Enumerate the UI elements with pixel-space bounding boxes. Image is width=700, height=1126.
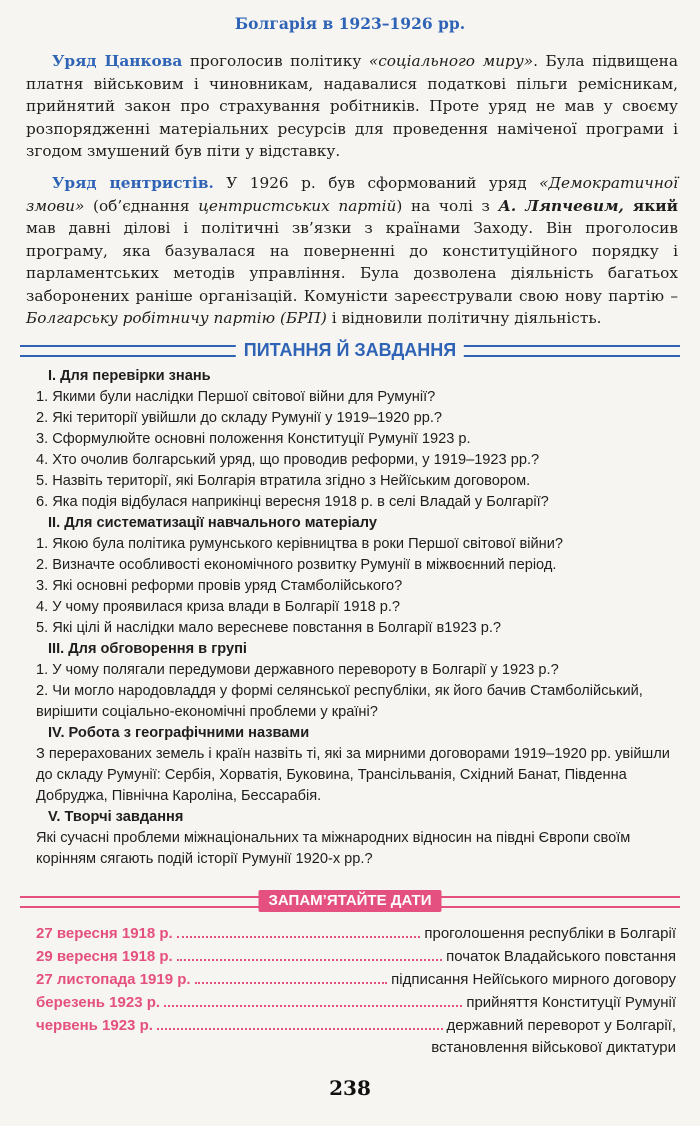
date-value: червень 1923 р. <box>36 1017 153 1034</box>
leader-dots <box>177 947 442 961</box>
task-text: З перерахованих земель і країн назвіть ті, які за мирними договорами 1919–1920 рр. увійшли до складу Румунії: Сербія, Хорватія, Буковина, Трансільванія, Східний Банат, Південна Добруджа, Північна Кароліна, Бессарабія. <box>36 746 670 804</box>
group-heading: ІІІ. Для обговорення в групі <box>48 641 247 657</box>
questions-banner <box>20 339 680 361</box>
date-event: проголошення республіки в Болгарії <box>424 925 676 942</box>
date-row <box>36 1016 676 1039</box>
question-item: 4. У чому проявилася криза влади в Болгарії 1918 р.? <box>36 599 401 615</box>
dates-banner <box>20 890 680 912</box>
question-item: 2. Чи могло народовладдя у формі селянської республіки, як його бачив Стамболійський, вирішити соціально-економічні проблеми у країні? <box>36 683 643 720</box>
question-item: 2. Визначте особливості економічного розвитку Румунії в міжвоєнний період. <box>36 557 557 573</box>
leader-dots <box>177 924 421 938</box>
question-item: 6. Яка подія відбулася наприкінці вересня 1918 р. в селі Владай у Болгарії? <box>36 494 549 510</box>
date-value: 27 листопада 1919 р. <box>36 971 191 988</box>
section-title: Болгарія в 1923–1926 рр. <box>234 14 466 33</box>
paragraph-centrists: Уряд центристів. У 1926 р. був сформований уряд «Демократичної змови» (об’єднання центристських партій) на чолі з А. Ляпчевим, який мав давні ділові і політичні зв’язки з країнами Заходу. Він проголосив програму, яка базувалася на поверненні до конституційного порядку і парламентських методів управління. Була дозволена діяльність багатьох заборонених раніше організацій. Комуністи зареєстрували свою нову партію – Болгарську робітничу партію (БРП) і відновили політичну діяльність. <box>26 174 678 327</box>
questions-banner-label: ПИТАННЯ Й ЗАВДАННЯ <box>236 339 464 361</box>
group-heading: ІІ. Для систематизації навчального матеріалу <box>48 515 377 531</box>
question-list <box>36 534 678 639</box>
question-item: 1. Якою була політика румунського керівництва в роки Першої світової війни? <box>36 536 563 552</box>
leader-dots <box>164 993 462 1007</box>
date-value: березень 1923 р. <box>36 994 161 1011</box>
leader-dots <box>195 970 388 984</box>
dates-list <box>36 924 676 1062</box>
date-row <box>36 924 676 947</box>
page-number: 238 <box>329 1076 371 1100</box>
date-event: державний переворот у Болгарії, <box>446 1017 676 1034</box>
date-event-continuation: встановлення військової диктатури <box>431 1039 676 1056</box>
question-list <box>36 660 678 723</box>
date-value: 27 вересня 1918 р. <box>36 925 173 942</box>
date-event: прийняття Конституції Румунії <box>466 994 676 1011</box>
dates-banner-label: ЗАПАМ’ЯТАЙТЕ ДАТИ <box>259 890 442 912</box>
question-item: 2. Які території увійшли до складу Румунії у 1919–1920 рр.? <box>36 410 442 426</box>
question-item: 1. У чому полягали передумови державного перевороту в Болгарії у 1923 р.? <box>36 662 559 678</box>
task-text: Які сучасні проблеми міжнаціональних та міжнародних відносин на півдні Європи своїм корінням сягають подій історії Румунії 1920-х рр.? <box>36 830 631 867</box>
date-row <box>36 970 676 993</box>
question-item: 1. Якими були наслідки Першої світової війни для Румунії? <box>36 389 436 405</box>
date-event: початок Владайського повстання <box>446 948 676 965</box>
paragraph-lead: Уряд Цанкова <box>52 52 183 70</box>
paragraph-tsankov: Уряд Цанкова проголосив політику «соціального миру». Була підвищена платня військовим і чиновникам, надавалися податкові пільги ремісникам, прийнятий закон про страхування робітників. Проте уряд не мав у своєму розпорядженні матеріальних ресурсів для проведення наміченої програми і згодом змушений був піти у відставку. <box>26 52 678 160</box>
date-value: 29 вересня 1918 р. <box>36 948 173 965</box>
question-item: 5. Назвіть території, які Болгарія втратила згідно з Нейїським договором. <box>36 473 531 489</box>
date-row <box>36 993 676 1016</box>
question-list <box>36 387 678 513</box>
question-item: 4. Хто очолив болгарський уряд, що проводив реформи, у 1919–1923 рр.? <box>36 452 540 468</box>
paragraph-lead: Уряд центристів. <box>52 174 214 192</box>
question-item: 5. Які цілі й наслідки мало вересневе повстання в Болгарії в1923 р.? <box>36 620 502 636</box>
question-item: 3. Які основні реформи провів уряд Стамболійського? <box>36 578 403 594</box>
leader-dots <box>157 1016 443 1030</box>
question-item: 3. Сформулюйте основні положення Конституції Румунії 1923 р. <box>36 431 471 447</box>
group-heading: І. Для перевірки знань <box>48 368 211 384</box>
group-heading: V. Творчі завдання <box>48 809 184 825</box>
date-event: підписання Нейїського мирного договору <box>391 971 676 988</box>
date-row <box>36 947 676 970</box>
questions-section <box>36 366 678 870</box>
group-heading: ІV. Робота з географічними назвами <box>48 725 310 741</box>
